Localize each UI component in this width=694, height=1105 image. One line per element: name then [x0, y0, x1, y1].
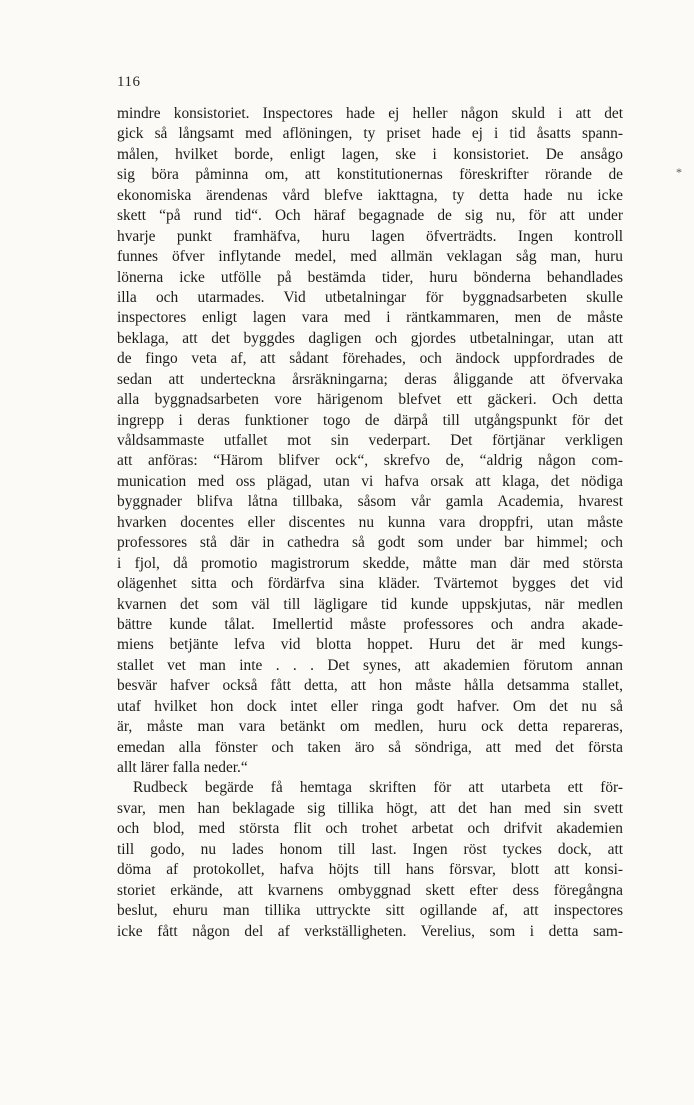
text-line: illa och utarmades. Vid utbetalningar för byggnadsarbeten skulle — [117, 288, 623, 306]
text-line: funnes öfver inflytande medel, med allmän veklagan såg man, huru — [117, 248, 623, 266]
text-line: till godo, nu lades honom till last. Ingen röst tyckes dock, att — [117, 840, 623, 858]
text-line: olägenhet sitta och fördärfva sina kläder. Tvärtemot bygges det vid — [117, 575, 623, 593]
text-line: gick så långsamt med aflöningen, ty priset hade ej i tid åsatts spann- — [117, 125, 623, 143]
text-line: Rudbeck begärde få hemtaga skriften för att utarbeta ett för- — [133, 779, 623, 797]
text-line: och blod, med största flit och trohet arbetat och drifvit akademien — [117, 820, 623, 838]
text-line: skett “på rund tid“. Och häraf begagnade de sig nu, för att under — [117, 207, 623, 225]
text-line: ekonomiska ärendenas vård blefve iakttagna, ty detta hade nu icke — [117, 186, 623, 204]
text-line: döma af protokollet, hafva höjts till hans försvar, blott att konsi- — [117, 861, 623, 879]
text-line: inspectores enligt lagen vara med i räntkammaren, men de måste — [117, 309, 623, 327]
text-line: icke fått någon del af verkställigheten. Verelius, som i detta sam- — [117, 922, 623, 940]
text-line: sig böra påminna om, att konstitutionernas föreskrifter rörande de — [117, 166, 623, 184]
text-line: målen, hvilket borde, enligt lagen, ske i konsistoriet. De ansågo — [117, 145, 623, 163]
text-line: mindre konsistoriet. Inspectores hade ej heller någon skuld i att det — [117, 105, 623, 122]
text-line: stallet vet man inte . . . Det synes, att akademien förutom annan — [117, 656, 623, 674]
text-line: lönerna icke utfölle på bestämda tider, huru bönderna behandlades — [117, 268, 623, 286]
text-line: hvarken docentes eller discentes nu kunna vara droppfri, utan måste — [117, 513, 623, 531]
text-line: miens betjänte lefva vid blotta hoppet. Huru det är med kungs- — [117, 636, 623, 654]
text-line: bättre kunde tålat. Imellertid måste professores och andra akade- — [117, 615, 623, 633]
body-text — [117, 104, 623, 942]
text-line: professores stå där in cathedra så godt som under bar himmel; och — [117, 534, 623, 552]
text-line: byggnader blifva låtna tillbaka, såsom vår gamla Academia, hvarest — [117, 493, 623, 511]
text-line: är, måste man vara betänkt om medlen, huru ock detta repareras, — [117, 718, 623, 736]
text-line: besvär hafver också fått detta, att hon måste hålla detsamma stallet, — [117, 677, 623, 695]
text-line: hvarje punkt framhäfva, huru lagen öfverträdts. Ingen kontroll — [117, 227, 623, 245]
text-line: emedan alla fönster och taken äro så söndriga, att med det första — [117, 738, 623, 756]
text-line: allt lärer falla neder.“ — [117, 759, 248, 776]
text-line: storiet erkände, att kvarnens ombyggnad skett efter dess föregångna — [117, 881, 623, 899]
page-number: 116 — [117, 74, 141, 90]
text-line: svar, men han beklagade sig tillika högt, att det han med sin svett — [117, 799, 623, 817]
text-line: ingrepp i deras funktioner togo de därpå till utgångspunkt för det — [117, 411, 623, 429]
text-line: i fjol, då promotio magistrorum skedde, måtte man där med största — [117, 554, 623, 572]
text-line: kvarnen det som väl till lägligare tid kunde uppskjutas, när medlen — [117, 595, 623, 613]
text-line: sedan att underteckna årsräkningarna; deras åliggande att öfvervaka — [117, 370, 623, 388]
text-line: utaf hvilket hon dock intet eller ringa godt hafver. Om det nu så — [117, 697, 623, 715]
text-line: de fingo veta af, att sådant förehades, och ändock uppfordrades de — [117, 350, 623, 368]
margin-mark: * — [676, 165, 682, 179]
text-line: beklaga, att det byggdes dagligen och gjordes utbetalningar, utan att — [117, 329, 623, 347]
text-line: beslut, ehuru man tillika uttryckte sitt ogillande af, att inspectores — [117, 902, 623, 920]
text-line: alla byggnadsarbeten vore härigenom blefvet ett gäckeri. Och detta — [117, 391, 623, 409]
text-line: våldsammaste utfallet mot sin vederpart. Det förtjänar verkligen — [117, 432, 623, 449]
text-line: munication med oss plägad, utan vi hafva orsak att klaga, det nödiga — [117, 472, 623, 490]
text-line: att anföras: “Härom blifver ock“, skrefvo de, “aldrig någon com- — [117, 452, 623, 470]
